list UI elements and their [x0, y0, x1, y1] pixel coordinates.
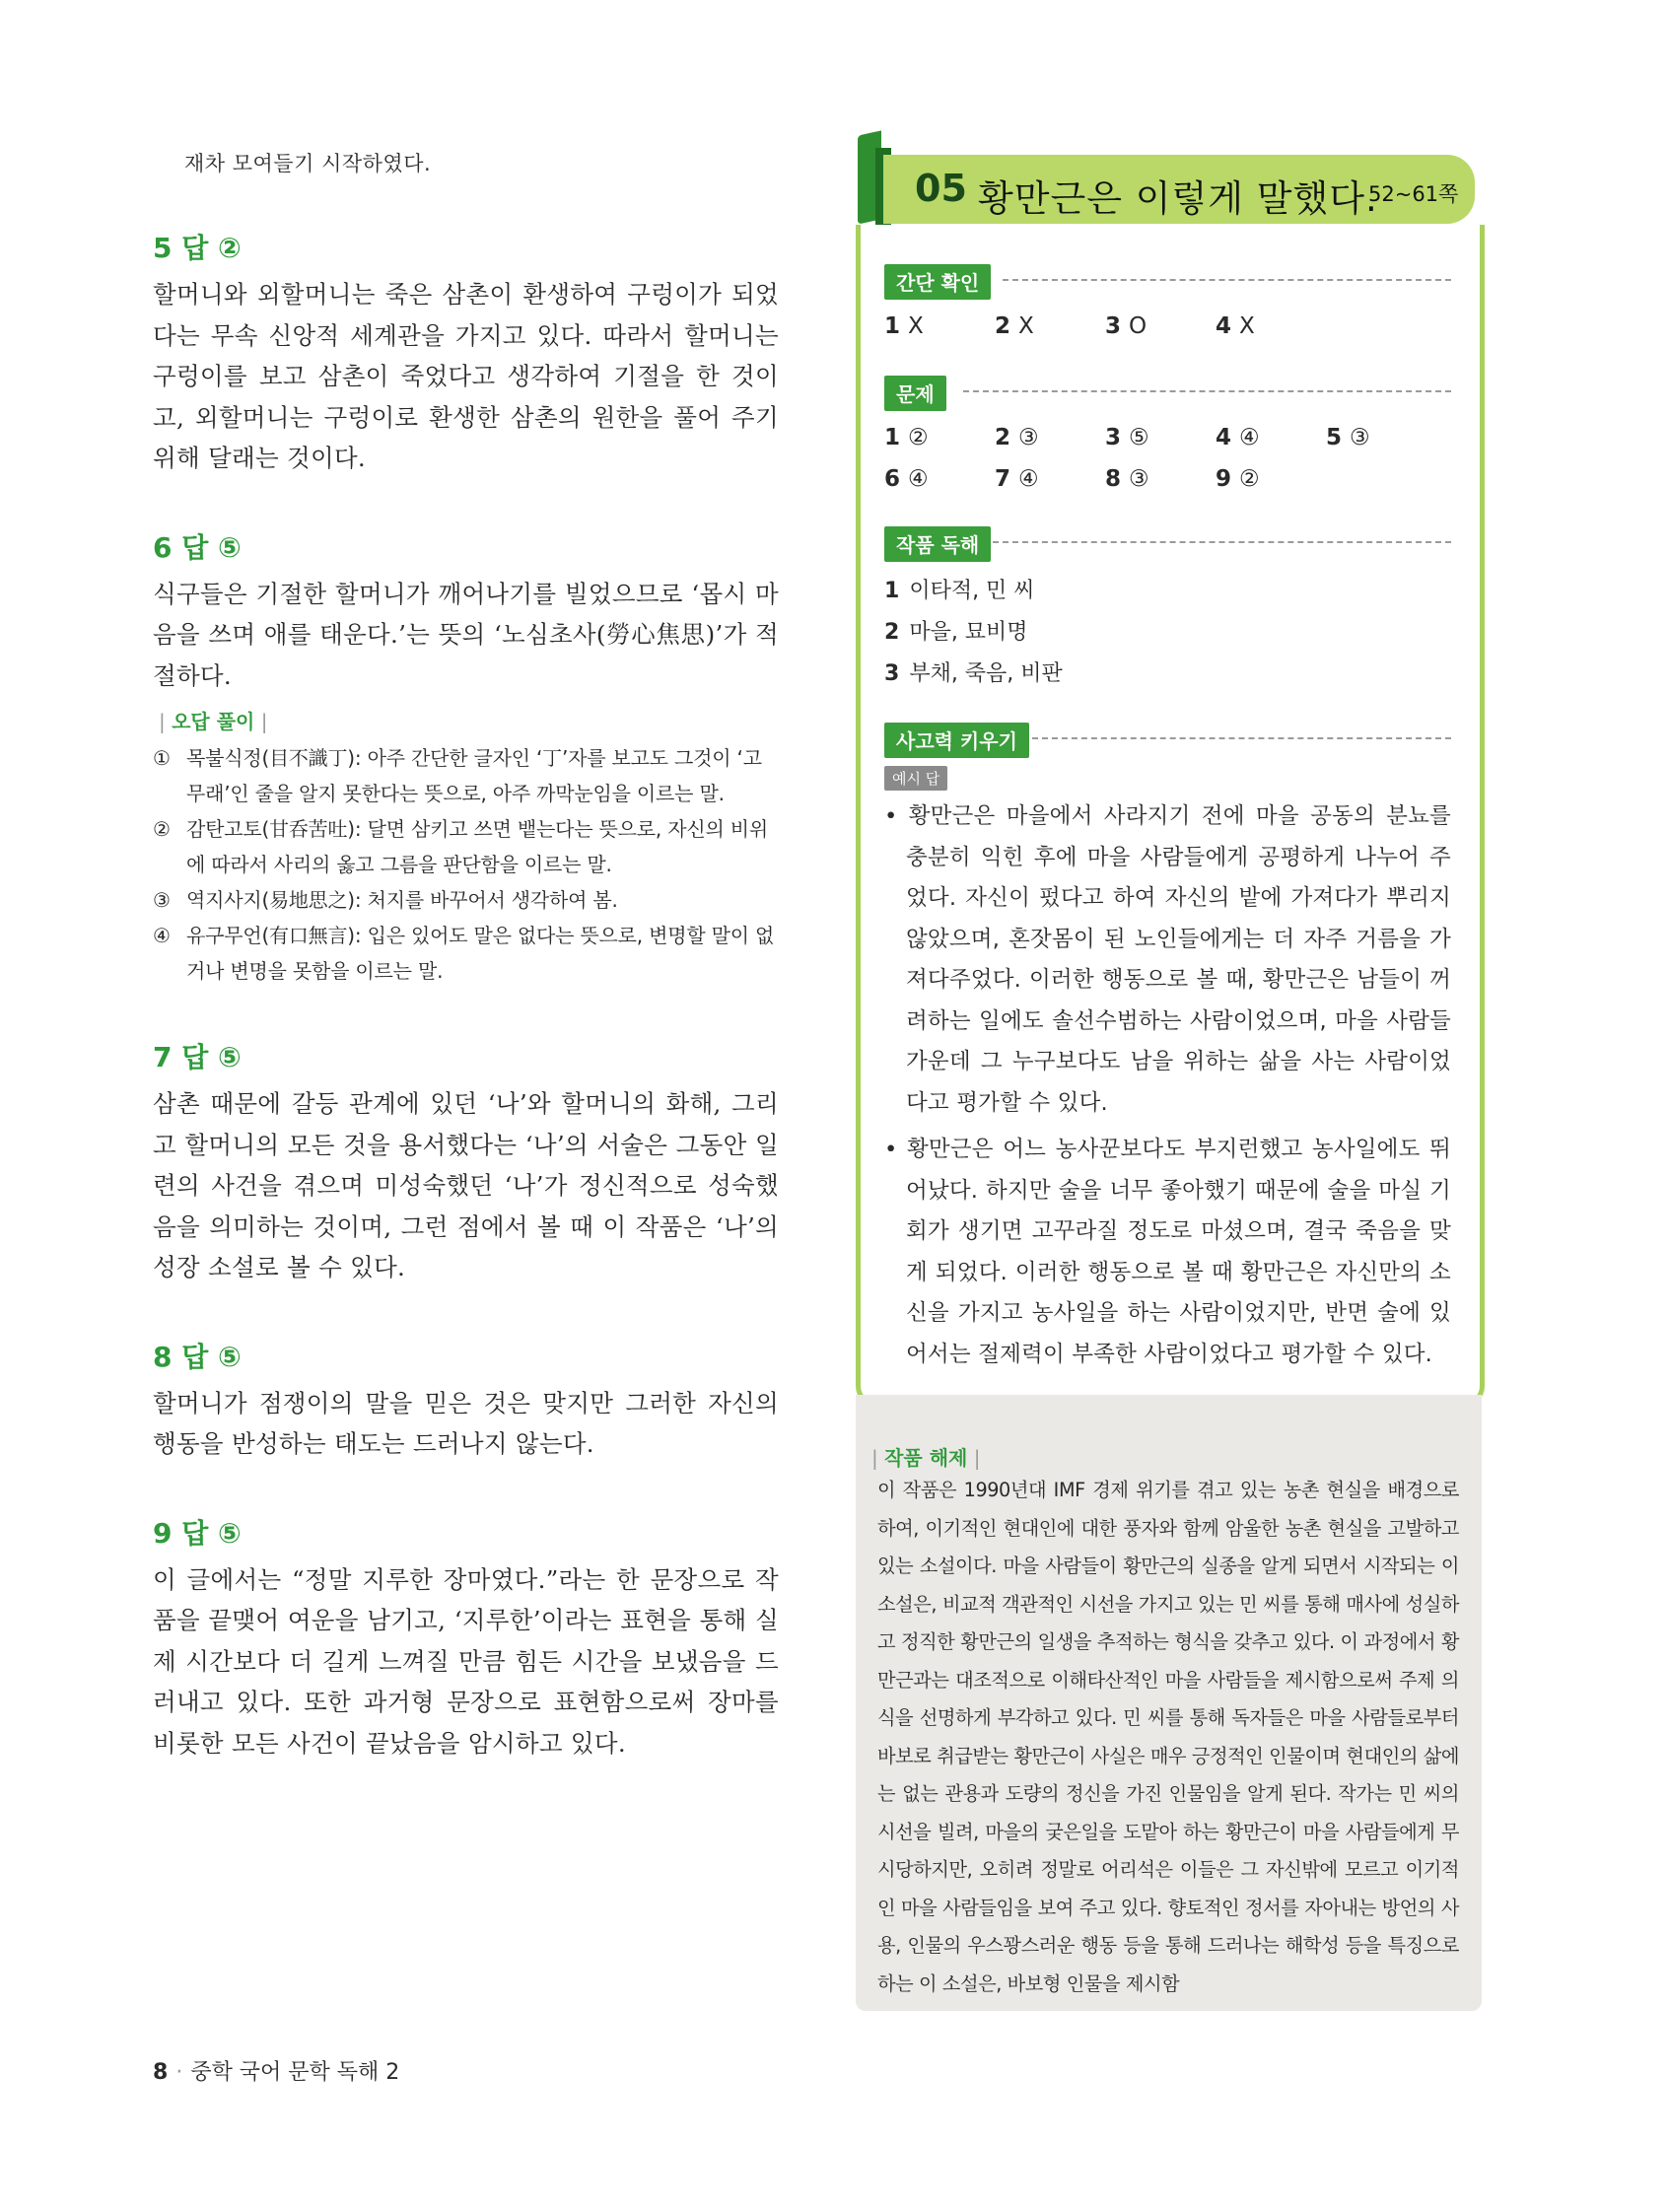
- answer-7: [153, 1036, 779, 1288]
- answer-cell: 4 X: [1216, 313, 1255, 339]
- answer-cell: 1 ②: [884, 425, 929, 450]
- wrong-answer-item: ② 감탄고토(甘呑苦吐): 달면 삼키고 쓰면 뱉는다는 뜻으로, 자신의 비위에 따라서 사리의 옳고 그름을 판단함을 이르는 말.: [153, 817, 768, 876]
- answer-cell: 8 ③: [1105, 466, 1149, 492]
- answer-head: 9 답 ⑤: [153, 1516, 242, 1550]
- answer-head: 5 답 ②: [153, 232, 242, 264]
- answer-cell: 7 ④: [995, 466, 1039, 492]
- bullet-paragraph: • 황만근은 어느 농사꾼보다도 부지런했고 농사일에도 뛰어났다. 하지만 술을 너무 좋아했기 때문에 술을 마실 기회가 생기면 고꾸라질 정도로 마셨으며, 결국 죽음을 맞게 되었다. 이러한 행동으로 볼 때 황만근은 자신만의 소신을 가지고 농사일을 하는 사람이었지만, 반면 술에 있어서는 절제력이 부족한 사람이었다고 평가할 수 있다.: [884, 1137, 1451, 1367]
- dashed-divider: [993, 541, 1451, 543]
- answer-cell: 4 ④: [1216, 425, 1260, 450]
- dashed-divider: [1003, 279, 1451, 281]
- intro-line: 재차 모여들기 시작하였다.: [184, 152, 432, 175]
- page-footer: 8 · 중학 국어 문학 독해 2: [153, 2060, 400, 2085]
- page-range: 52~61쪽: [1368, 182, 1459, 206]
- answer-head: 6 답 ⑤: [153, 530, 242, 564]
- wrong-answer-item: ④ 유구무언(有口無言): 입은 있어도 말은 없다는 뜻으로, 변명할 말이 없거나 변명을 못함을 이르는 말.: [153, 924, 775, 983]
- answer-column: [153, 148, 779, 1811]
- answer-body: 이 글에서는 “정말 지루한 장마였다.”라는 한 문장으로 작품을 끝맺어 여운을 남기고, ‘지루한’이라는 표현을 통해 실제 시간보다 더 길게 느껴질 만큼 힘든 시간을 보냈음을 드러내고 있다. 또한 과거형 문장으로 표현함으로써 장마를 비롯한 모든 사건이 끝났음을 암시하고 있다.: [153, 1564, 779, 1758]
- reading-answer-line: 3 부채, 죽음, 비판: [884, 661, 1063, 686]
- section-badge: 작품 독해: [884, 526, 991, 562]
- commentary-title: | 작품 해제 |: [871, 1446, 981, 1470]
- answer-body: 식구들은 기절한 할머니가 깨어나기를 빌었으므로 ‘몹시 마음을 쓰며 애를 태운다.’는 뜻의 ‘노심초사(勞心焦思)’가 적절하다.: [153, 579, 779, 690]
- reading-answer-line: 2 마을, 묘비명: [884, 620, 1028, 645]
- section-badge: 문제: [884, 376, 946, 411]
- answer-8: [153, 1336, 779, 1465]
- answer-cell: 3 O: [1105, 313, 1147, 339]
- bullet-paragraph: • 황만근은 마을에서 사라지기 전에 마을 공동의 분뇨를 충분히 익힌 후에 마을 사람들에게 공평하게 나누어 주었다. 자신이 펐다고 하여 자신의 밭에 가져다가 뿌리지 않았으며, 혼잣몸이 된 노인들에게는 더 자주 거름을 가져다주었다. 이러한 행동으로 볼 때, 황만근은 남들이 꺼려하는 일에도 솔선수범하는 사람이었으며, 마을 사람들 가운데 그 누구보다도 남을 위하는 삶을 사는 사람이었다고 평가할 수 있다.: [884, 803, 1451, 1116]
- answer-6: [153, 526, 779, 990]
- answer-cell: 9 ②: [1216, 466, 1260, 492]
- section-number: 05: [915, 167, 967, 210]
- section-title-bar: [883, 155, 1475, 224]
- thinking-section: [884, 723, 1451, 1375]
- work-commentary-panel: [856, 1395, 1482, 2011]
- answer-head: 7 답 ⑤: [153, 1041, 242, 1073]
- answer-cell: 5 ③: [1326, 425, 1370, 450]
- wrong-answer-item: ① 목불식정(目不識丁): 아주 간단한 글자인 ‘丁’자를 보고도 그것이 ‘고무래’인 줄을 알지 못한다는 뜻으로, 아주 까막눈임을 이르는 말.: [153, 746, 762, 805]
- problems-section: [884, 376, 1451, 508]
- answer-cell: 3 ⑤: [1105, 425, 1149, 450]
- commentary-body: 이 작품은 1990년대 IMF 경제 위기를 겪고 있는 농촌 현실을 배경으로 하여, 이기적인 현대인에 대한 풍자와 함께 암울한 농촌 현실을 고발하고 있는 소설이다. 마을 사람들이 황만근의 실종을 알게 되면서 시작되는 이 소설은, 비교적 객관적인 시선을 가지고 있는 민 씨를 통해 매사에 성실하고 정직한 황만근의 일생을 추적하는 형식을 갖추고 있다. 이 과정에서 황만근과는 대조적으로 이해타산적인 마을 사람들을 제시함으로써 주제 의식을 선명하게 부각하고 있다. 민 씨를 통해 독자들은 마을 사람들로부터 바보로 취급받는 황만근이 사실은 매우 긍정적인 인물이며 현대인의 삶에는 없는 관용과 도량의 정신을 가진 인물임을 알게 된다. 작가는 민 씨의 시선을 빌려, 마을의 궂은일을 도맡아 하는 황만근이 마을 사람들에게 무시당하지만, 오히려 정말로 어리석은 이들은 그 자신밖에 모르고 이기적인 마을 사람들임을 보여 주고 있다. 향토적인 정서를 자아내는 방언의 사용, 인물의 우스꽝스러운 행동 등을 통해 드러나는 해학성 등을 특징으로 하는 이 소설은, 바보형 인물을 제시함: [877, 1479, 1459, 1995]
- reading-section: [884, 526, 1451, 686]
- answer-cell: 2 ③: [995, 425, 1039, 450]
- page-number: 8: [153, 2060, 169, 2085]
- wrong-answer-title: | 오답 풀이 |: [159, 710, 268, 733]
- section-badge: 사고력 키우기: [884, 723, 1029, 758]
- quick-check-section: [884, 264, 1451, 355]
- section-badge: 간단 확인: [884, 264, 991, 300]
- answer-9: [153, 1512, 779, 1764]
- book-title: 중학 국어 문학 독해 2: [190, 2060, 400, 2085]
- dashed-divider: [963, 390, 1451, 392]
- example-answer-badge: 예시 답: [884, 766, 947, 791]
- answer-body: 삼촌 때문에 갈등 관계에 있던 ‘나’와 할머니의 화해, 그리고 할머니의 모든 것을 용서했다는 ‘나’의 서술은 그동안 일련의 사건을 겪으며 미성숙했던 ‘나’가 정신적으로 성숙했음을 의미하는 것이며, 그런 점에서 볼 때 이 작품은 ‘나’의 성장 소설로 볼 수 있다.: [153, 1089, 779, 1281]
- dashed-divider: [1032, 737, 1451, 739]
- reading-answer-line: 1 이타적, 민 씨: [884, 579, 1035, 603]
- answer-body: 할머니가 점쟁이의 말을 믿은 것은 맞지만 그러한 자신의 행동을 반성하는 태도는 드러나지 않는다.: [153, 1388, 779, 1458]
- answer-cell: 6 ④: [884, 466, 929, 492]
- answer-box: [856, 225, 1485, 1408]
- wrong-answer-item: ③ 역지사지(易地思之): 처지를 바꾸어서 생각하여 봄.: [153, 888, 618, 912]
- section-title: 황만근은 이렇게 말했다.: [978, 177, 1378, 220]
- answer-cell: 2 X: [995, 313, 1034, 339]
- answer-head: 8 답 ⑤: [153, 1340, 242, 1373]
- answer-body: 할머니와 외할머니는 죽은 삼촌이 환생하여 구렁이가 되었다는 무속 신앙적 세계관을 가지고 있다. 따라서 할머니는 구렁이를 보고 삼촌이 죽었다고 생각하여 기절을 한 것이고, 외할머니는 구렁이로 환생한 삼촌의 원한을 풀어 주기 위해 달래는 것이다.: [153, 280, 779, 472]
- answer-5: [153, 227, 779, 479]
- answer-cell: 1 X: [884, 313, 924, 339]
